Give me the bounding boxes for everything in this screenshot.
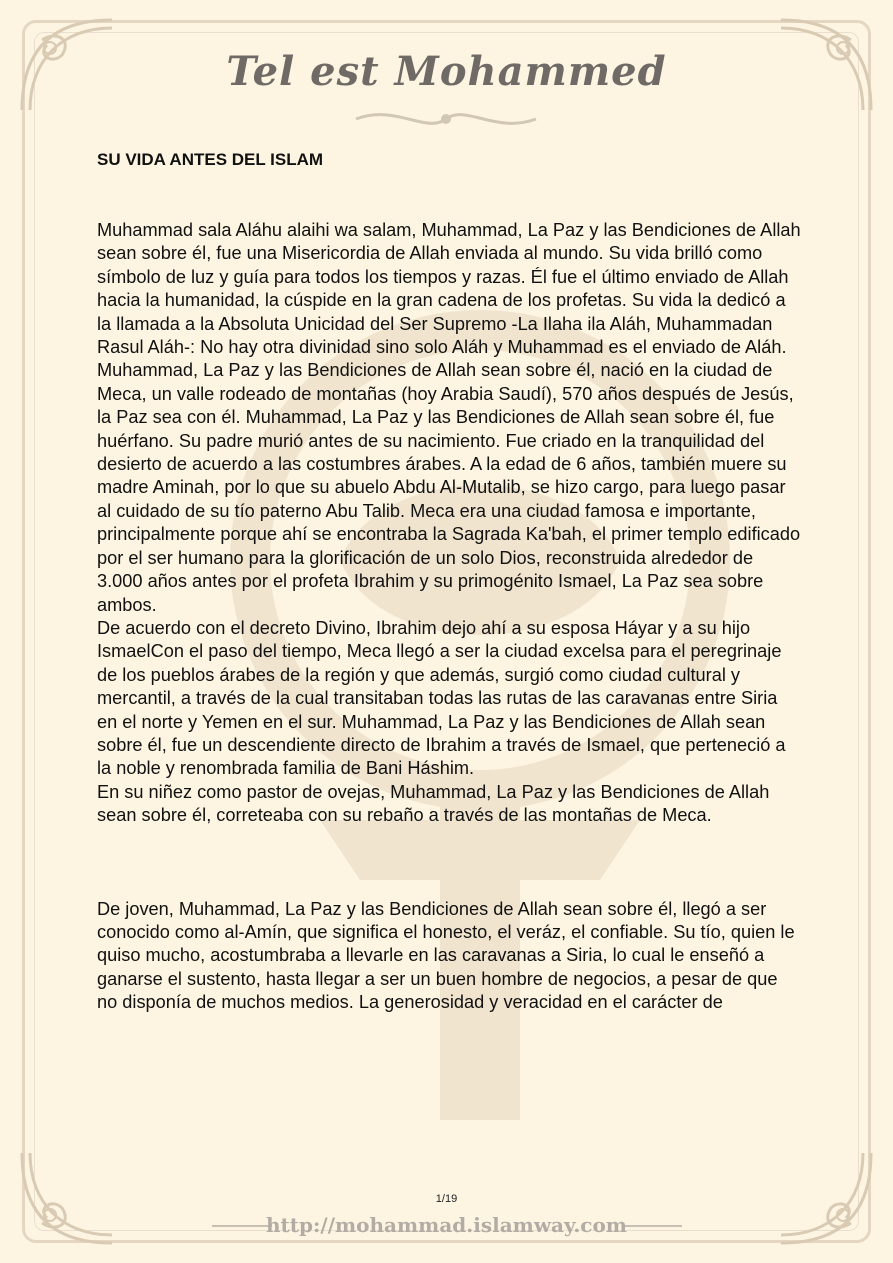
section-heading: SU VIDA ANTES DEL ISLAM (97, 150, 324, 169)
paragraph: Muhammad, La Paz y las Bendiciones de Allah sean sobre él, nació en la ciudad de Meca, un valle rodeado de montañas (hoy Arabia Saudí), 570 años después de Jesús, la Paz sea con él. Muhammad, La Paz y las Bendiciones de Allah sean sobre él, fue huérfano. Su padre murió antes de su nacimiento. Fue criado en la tranquilidad del desierto de acuerdo a las costumbres árabes. A la edad de 6 años, también muere su madre Aminah, por lo que su abuelo Abdu Al-Mutalib, se hizo cargo, para luego pasar al cuidado de su tío paterno Abu Talib. Meca era una ciudad famosa e importante, principalmente porque ahí se encontraba la Sagrada Ka'bah, el primer templo edificado por el ser humano para la glorificación de un solo Dios, reconstruida alrededor de 3.000 años antes por el profeta Ibrahim y su primogénito Ismael, La Paz sea sobre ambos. (97, 360, 801, 615)
paragraph: De joven, Muhammad, La Paz y las Bendiciones de Allah sean sobre él, llegó a ser conocido como al-Amín, que significa el honesto, el veráz, el confiable. Su tío, quien le quiso mucho, acostumbraba a llevarle en las caravanas a Siria, lo cual le enseñó a ganarse el sustento, hasta llegar a ser un buen hombre de negocios, a pesar de que no disponía de muchos medios. La generosidad y veracidad en el carácter de (97, 898, 795, 1013)
paragraph: Muhammad sala Aláhu alaihi wa salam, Muhammad, La Paz y las Bendiciones de Allah sean sobre él, fue una Misericordia de Allah enviada al mundo. Su vida brilló como símbolo de luz y guía para todos los tiempos y razas. Él fue el último enviado de Allah hacia la humanidad, la cúspide en la gran cadena de los profetas. Su vida la dedicó a la llamada a la Absoluta Unicidad del Ser Supremo -La Ilaha ila Aláh, Muhammadan Rasul Aláh-: No hay otra divinidad sino solo Aláh y Muhammad es el enviado de Aláh. (97, 220, 801, 358)
paragraph: En su niñez como pastor de ovejas, Muhammad, La Paz y las Bendiciones de Allah sean sobre él, correteaba con su rebaño a través de las montañas de Meca. (97, 781, 770, 826)
footer-url: http://mohammad.islamway.com (266, 1213, 627, 1237)
article-body (97, 219, 802, 1015)
page-title: Tel est Mohammed (226, 48, 667, 95)
page-number: 1/19 (435, 1193, 458, 1205)
title-flourish-icon (346, 104, 546, 134)
paragraph: De acuerdo con el decreto Divino, Ibrahim dejo ahí a su esposa Háyar y a su hijo IsmaelCon el paso del tiempo, Meca llegó a ser la ciudad excelsa para el peregrinaje de los pueblos árabes de la región y que además, surgió como ciudad cultural y mercantil, a través de la cual transitaban todas las rutas de las caravanas entre Siria en el norte y Yemen en el sur. Muhammad, La Paz y las Bendiciones de Allah sean sobre él, fue un descendiente directo de Ibrahim a través de Ismael, que perteneció a la noble y renombrada familia de Bani Háshim. (97, 617, 786, 779)
